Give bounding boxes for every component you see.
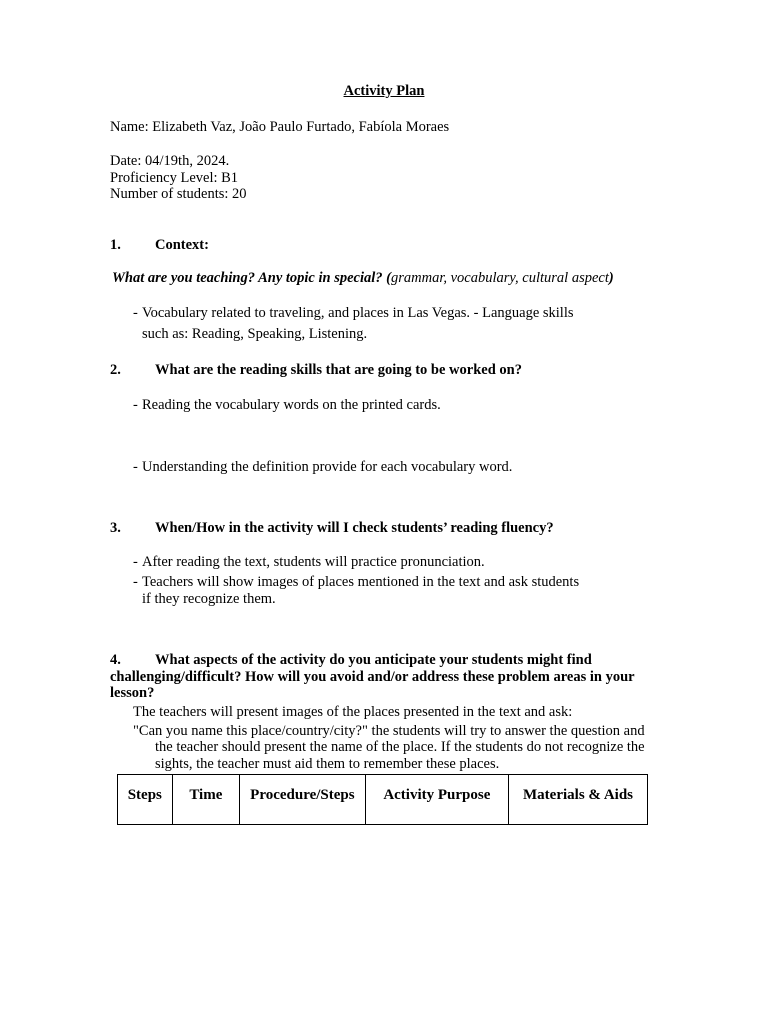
section-number: 3. [110, 520, 121, 536]
table-header-materials: Materials & Aids [509, 775, 648, 825]
section-number: 4. [110, 652, 121, 668]
section-4-body-line: "Can you name this place/country/city?" the students will try to answer the question and [133, 723, 645, 739]
bullet-text: Vocabulary related to traveling, and places in Las Vegas. - Language skills [142, 305, 574, 321]
bullet-text: Understanding the definition provide for each vocabulary word. [142, 459, 513, 475]
section-3-bullet-2-cont: if they recognize them. [142, 591, 276, 607]
students-line: Number of students: 20 [110, 186, 247, 202]
date-line: Date: 04/19th, 2024. [110, 153, 230, 169]
section-3-bullet-1 [133, 554, 485, 571]
bullet-dash: - [133, 397, 138, 413]
table-header-row [118, 775, 648, 825]
section-2-heading [110, 362, 522, 379]
document-title: Activity Plan [343, 83, 425, 99]
section-title: What aspects of the activity do you anticipate your students might find [155, 652, 592, 668]
bullet-dash: - [133, 574, 138, 590]
section-number: 1. [110, 237, 121, 253]
section-1-bullet-1 [133, 305, 574, 322]
section-4-body-line: sights, the teacher must aid them to remember these places. [155, 756, 500, 772]
activity-plan-table [117, 774, 648, 825]
bullet-dash: - [133, 305, 138, 321]
section-4-heading-cont-1: challenging/difficult? How will you avoid and/or address these problem areas in your [110, 669, 635, 685]
section-title: Context: [155, 237, 209, 253]
table-header-purpose: Activity Purpose [365, 775, 508, 825]
section-number: 2. [110, 362, 121, 378]
section-1-question [112, 270, 614, 287]
proficiency-line: Proficiency Level: B1 [110, 170, 239, 186]
section-1-heading [110, 237, 209, 254]
table-header-steps: Steps [118, 775, 173, 825]
section-4-body-line: The teachers will present images of the places presented in the text and ask: [133, 704, 573, 720]
question-italic-text: grammar, vocabulary, cultural aspect [391, 270, 609, 286]
section-3-bullet-2 [133, 574, 579, 591]
section-title: What are the reading skills that are going to be worked on? [155, 362, 522, 378]
section-4-heading-cont-2: lesson? [110, 685, 155, 701]
bullet-text: After reading the text, students will practice pronunciation. [142, 554, 485, 570]
names-line: Name: Elizabeth Vaz, João Paulo Furtado, Fabíola Moraes [110, 119, 450, 135]
section-4-heading [110, 652, 592, 669]
bullet-dash: - [133, 554, 138, 570]
section-3-heading [110, 520, 554, 537]
section-4-body-line: the teacher should present the name of the place. If the students do not recognize the [155, 739, 645, 755]
bullet-text: Teachers will show images of places mentioned in the text and ask students [142, 574, 580, 590]
section-1-bullet-1-cont: such as: Reading, Speaking, Listening. [142, 326, 368, 342]
table-header-procedure: Procedure/Steps [240, 775, 366, 825]
question-bold-text: What are you teaching? Any topic in special? ( [112, 270, 391, 286]
section-title: When/How in the activity will I check students’ reading fluency? [155, 520, 554, 536]
table-header-time: Time [172, 775, 240, 825]
section-2-bullet-1 [133, 397, 441, 414]
bullet-dash: - [133, 459, 138, 475]
section-2-bullet-2 [133, 459, 512, 476]
bullet-text: Reading the vocabulary words on the printed cards. [142, 397, 441, 413]
question-close: ) [608, 270, 614, 286]
